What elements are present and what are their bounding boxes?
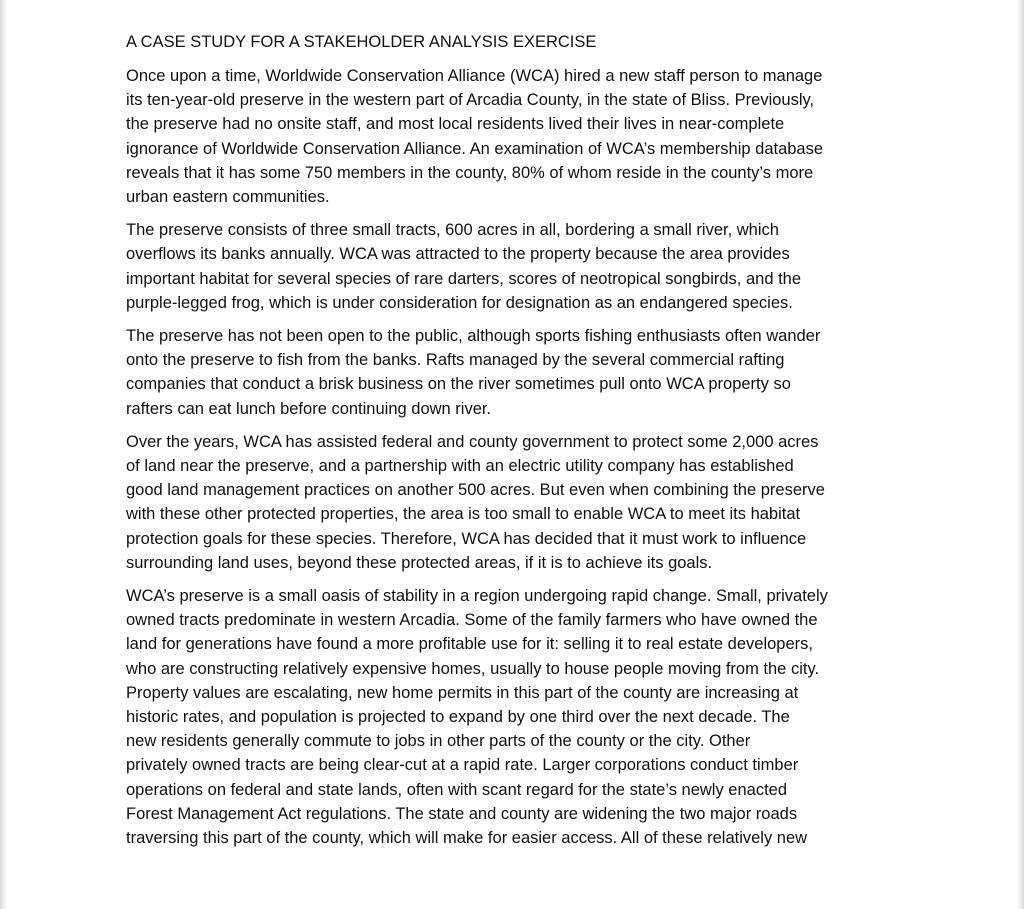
text-line: overflows its banks annually. WCA was attracted to the property because the area provides (126, 245, 790, 264)
text-line: operations on federal and state lands, often with scant regard for the state’s newly enacted (126, 780, 788, 799)
page-left-edge-shadow (0, 0, 8, 909)
paragraph-preserve-description (126, 218, 906, 315)
paragraph-introduction (126, 64, 906, 209)
text-line: Once upon a time, Worldwide Conservation Alliance (WCA) hired a new staff person to manage (126, 67, 823, 85)
page-right-edge-shadow (1016, 0, 1024, 909)
text-line: privately owned tracts are being clear-cut at a rapid rate. Larger corporations conduct timber (126, 756, 799, 775)
text-line: owned tracts predominate in western Arcadia. Some of the family farmers who have owned the (126, 611, 818, 630)
text-line: who are constructing relatively expensive homes, usually to house people moving from the city. (126, 659, 820, 678)
text-line: reveals that it has some 750 members in the county, 80% of whom reside in the county’s more (126, 163, 814, 182)
text-line: ignorance of Worldwide Conservation Alliance. An examination of WCA’s membership database (126, 139, 824, 158)
paragraph-public-access (126, 324, 906, 421)
text-line: good land management practices on another 500 acres. But even when combining the preserve (126, 481, 825, 500)
text-line: its ten-year-old preserve in the western part of Arcadia County, in the state of Bliss. Previously, (126, 91, 815, 110)
paragraph-regional-change (126, 584, 906, 850)
text-line: protection goals for these species. Therefore, WCA has decided that it must work to influence (126, 529, 807, 548)
text-line: urban eastern communities. (126, 188, 330, 207)
text-line: historic rates, and population is projected to expand by one third over the next decade. The (126, 708, 790, 727)
text-line: surrounding land uses, beyond these protected areas, if it is to achieve its goals. (126, 553, 713, 572)
text-line: important habitat for several species of rare darters, scores of neotropical songbirds, and the (126, 269, 802, 288)
text-line: companies that conduct a brisk business on the river sometimes pull onto WCA property so (126, 375, 791, 394)
text-line: the preserve had no onsite staff, and most local residents lived their lives in near-complete (126, 115, 785, 134)
text-line: The preserve has not been open to the public, although sports fishing enthusiasts often wander (126, 327, 821, 346)
text-line: land for generations have found a more profitable use for it: selling it to real estate developers, (126, 635, 813, 654)
text-line: onto the preserve to fish from the banks. Rafts managed by the several commercial rafting (126, 351, 785, 370)
text-line: WCA’s preserve is a small oasis of stability in a region undergoing rapid change. Small, privately (126, 587, 828, 606)
text-line: The preserve consists of three small tracts, 600 acres in all, bordering a small river, which (126, 221, 779, 240)
document-title: A CASE STUDY FOR A STAKEHOLDER ANALYSIS EXERCISE (126, 33, 597, 51)
text-line: new residents generally commute to jobs in other parts of the county or the city. Other (126, 732, 751, 751)
text-line: Over the years, WCA has assisted federal and county government to protect some 2,000 acres (126, 432, 819, 451)
text-line: Property values are escalating, new home permits in this part of the county are increasing at (126, 683, 799, 702)
document-page (126, 30, 906, 859)
paragraph-protection-efforts (126, 430, 906, 575)
text-line: Forest Management Act regulations. The state and county are widening the two major roads (126, 804, 798, 823)
text-line: with these other protected properties, the area is too small to enable WCA to meet its habitat (126, 505, 801, 524)
text-line: rafters can eat lunch before continuing down river. (126, 399, 492, 418)
text-line: purple-legged frog, which is under consideration for designation as an endangered species. (126, 293, 793, 312)
text-line: traversing this part of the county, which will make for easier access. All of these relatively new (126, 829, 808, 848)
text-line: of land near the preserve, and a partnership with an electric utility company has established (126, 457, 794, 476)
